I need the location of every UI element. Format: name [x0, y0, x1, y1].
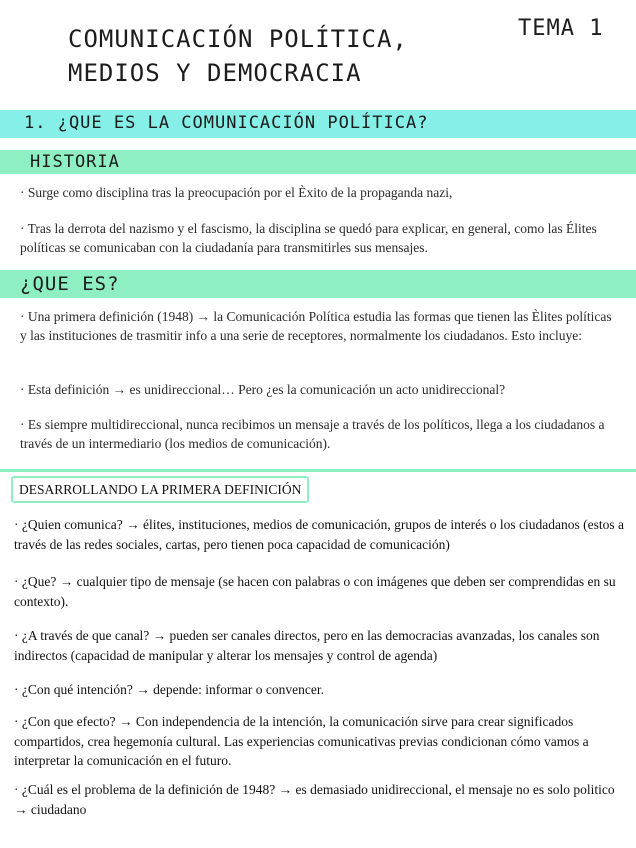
- section-divider: [0, 469, 636, 472]
- desarrollo-item: · ¿Con qué intención? → depende: informar o convencer.: [14, 682, 325, 697]
- quees-heading: ¿QUE ES?: [20, 273, 120, 295]
- quees-heading-band: [0, 270, 636, 298]
- desarrollo-item: · ¿Cuál es el problema de la definición de 1948? → es demasiado unidireccional, el mensaje no es solo politico → ciudadano: [14, 782, 615, 817]
- section-heading: 1. ¿QUE ES LA COMUNICACIÓN POLÍTICA?: [24, 113, 429, 133]
- desarrollo-item: · ¿Quien comunica? → élites, instituciones, medios de comunicación, grupos de interés o los ciudadanos (estos a través de las redes sociales, cartas, pero tienen poca capacidad de comunicación): [14, 517, 624, 552]
- quees-paragraph-2: · Esta definición → es unidireccional… Pero ¿es la comunicación un acto unidireccional?: [20, 382, 506, 397]
- desarrollo-heading: DESARROLLANDO LA PRIMERA DEFINICIÓN: [11, 476, 309, 503]
- topic-number: TEMA 1: [518, 16, 604, 41]
- desarrollo-item: · ¿A través de que canal? → pueden ser canales directos, pero en las democracias avanzadas, los canales son indirectos (capacidad de manipular y alterar los mensajes y control de agenda): [14, 628, 600, 663]
- historia-heading-band: [0, 150, 636, 174]
- quees-paragraph-1: · Una primera definición (1948) → la Comunicación Política estudia las formas que tienen las Èlites políticas y las instituciones de trasmitir info a una serie de receptores, normalmente los ciudadanos. Esto incluye:: [20, 309, 612, 343]
- quees-paragraph-3: · Es siempre multidireccional, nunca recibimos un mensaje a través de los políticos, llega a los ciudadanos a través de un intermediario (los medios de comunicación).: [20, 417, 605, 451]
- desarrollo-item: · ¿Con que efecto? → Con independencia de la intención, la comunicación sirve para crear significados compartidos, crea hegemonía cultural. Las experiencias comunicativas previas condicionan cómo vamos a interpretar la comunicación en el futuro.: [14, 714, 589, 768]
- desarrollo-item: · ¿Que? → cualquier tipo de mensaje (se hacen con palabras o con imágenes que deben ser comprendidas en su contexto).: [14, 574, 616, 609]
- section-heading-band: [0, 110, 636, 138]
- historia-paragraph-1: · Surge como disciplina tras la preocupación por el Èxito de la propaganda nazi,: [20, 185, 453, 200]
- page-title: COMUNICACIÓN POLÍTICA, MEDIOS Y DEMOCRACIA: [68, 25, 408, 87]
- historia-paragraph-2: · Tras la derrota del nazismo y el fascismo, la disciplina se quedó para explicar, en general, como las Élites políticas se comunicaban con la ciudadanía para transmitirles sus mensajes.: [20, 221, 597, 255]
- historia-heading: HISTORIA: [30, 152, 120, 172]
